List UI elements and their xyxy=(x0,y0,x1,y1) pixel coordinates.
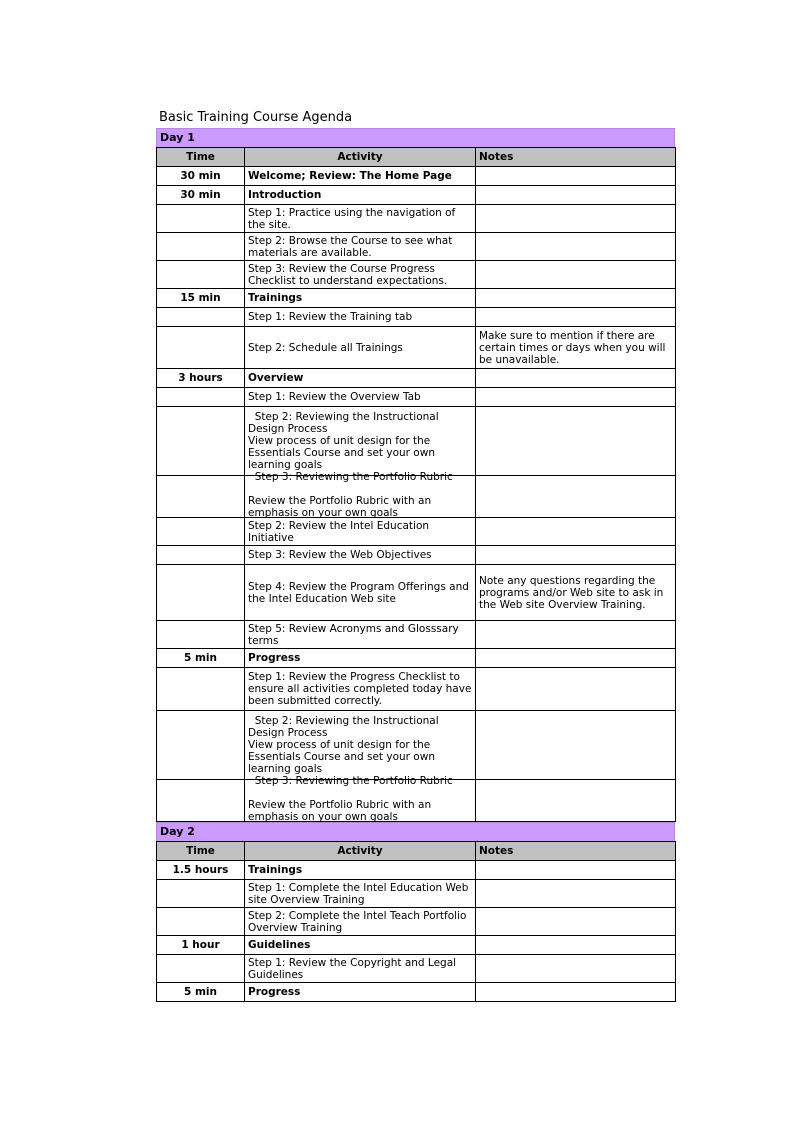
activity-cell xyxy=(245,908,476,936)
time-column-header: Time xyxy=(157,148,245,167)
notes-cell xyxy=(476,388,676,407)
notes-cell xyxy=(476,518,676,546)
activity-cell xyxy=(245,565,476,621)
time-cell xyxy=(157,518,245,546)
document-title: Basic Training Course Agenda xyxy=(159,110,353,125)
table-row xyxy=(157,880,676,908)
activity-cell xyxy=(245,388,476,407)
notes-cell: Note any questions regarding the programs and/or Web site to ask in the Web site Overview Training. xyxy=(476,565,676,621)
time-cell xyxy=(157,880,245,908)
activity-text: Welcome; Review: The Home Page xyxy=(248,170,452,182)
activity-text: Step 3: Reviewing the Portfolio Rubric Review the Portfolio Rubric with an emphasis on your own goals xyxy=(248,774,453,823)
activity-text: Step 2: Review the Intel Education Initiative xyxy=(248,519,433,544)
activity-text: Trainings xyxy=(248,864,303,876)
time-cell xyxy=(157,233,245,261)
time-cell xyxy=(157,327,245,369)
time-cell xyxy=(157,711,245,780)
day-header: Day 2 xyxy=(156,822,675,841)
activity-text: Step 2: Complete the Intel Teach Portfolio Overview Training xyxy=(248,909,470,934)
activity-cell xyxy=(245,369,476,388)
activity-text: Step 1: Review the Progress Checklist to ensure all activities completed today have been submitted correctly. xyxy=(248,671,475,707)
activity-cell xyxy=(245,711,476,780)
time-column-header: Time xyxy=(157,842,245,861)
activity-cell xyxy=(245,861,476,880)
time-cell xyxy=(157,668,245,711)
activity-text: Step 1: Review the Overview Tab xyxy=(248,391,421,403)
time-cell: 30 min xyxy=(157,186,245,205)
time-cell xyxy=(157,955,245,983)
table-row xyxy=(157,205,676,233)
activity-text: Guidelines xyxy=(248,939,311,951)
notes-cell xyxy=(476,621,676,649)
notes-cell xyxy=(476,308,676,327)
notes-cell xyxy=(476,955,676,983)
activity-text: Progress xyxy=(248,652,301,664)
activity-text: Step 2: Reviewing the Instructional Design Process View process of unit design for the Essentials Course and set your own learning goals xyxy=(248,715,439,775)
activity-cell xyxy=(245,668,476,711)
table-header-row xyxy=(157,842,676,861)
notes-cell xyxy=(476,936,676,955)
activity-column-header: Activity xyxy=(245,842,476,861)
notes-cell xyxy=(476,780,676,822)
activity-text: Step 1: Review the Copyright and Legal Guidelines xyxy=(248,956,460,981)
activity-text: Step 1: Review the Training tab xyxy=(248,311,413,323)
notes-cell xyxy=(476,668,676,711)
table-row xyxy=(157,261,676,289)
activity-text: Step 4: Review the Program Offerings and the Intel Education Web site xyxy=(248,580,473,605)
notes-cell xyxy=(476,186,676,205)
table-row xyxy=(157,955,676,983)
time-cell: 1 hour xyxy=(157,936,245,955)
table-row xyxy=(157,308,676,327)
activity-cell xyxy=(245,470,476,519)
table-row xyxy=(157,476,676,518)
activity-cell xyxy=(245,880,476,908)
time-cell: 5 min xyxy=(157,983,245,1002)
notes-column-header: Notes xyxy=(476,148,676,167)
activity-cell xyxy=(245,621,476,649)
time-cell xyxy=(157,780,245,822)
table-row xyxy=(157,565,676,621)
time-cell: 15 min xyxy=(157,289,245,308)
time-cell xyxy=(157,565,245,621)
activity-cell xyxy=(245,774,476,823)
table-row xyxy=(157,167,676,186)
table-header-row xyxy=(157,148,676,167)
notes-cell xyxy=(476,205,676,233)
activity-text: Step 3: Reviewing the Portfolio Rubric Review the Portfolio Rubric with an emphasis on your own goals xyxy=(248,470,453,519)
table-row xyxy=(157,908,676,936)
notes-column-header: Notes xyxy=(476,842,676,861)
activity-cell xyxy=(245,649,476,668)
activity-cell xyxy=(245,546,476,565)
notes-cell xyxy=(476,649,676,668)
activity-cell xyxy=(245,936,476,955)
time-cell xyxy=(157,908,245,936)
time-cell xyxy=(157,621,245,649)
agenda-table xyxy=(156,147,676,822)
activity-column-header: Activity xyxy=(245,148,476,167)
activity-text: Introduction xyxy=(248,189,322,201)
table-row xyxy=(157,861,676,880)
activity-text: Step 2: Schedule all Trainings xyxy=(248,341,403,354)
activity-text: Step 3: Review the Web Objectives xyxy=(248,549,432,561)
activity-cell xyxy=(245,955,476,983)
table-row xyxy=(157,518,676,546)
time-cell: 5 min xyxy=(157,649,245,668)
agenda-table xyxy=(156,841,676,1002)
table-row xyxy=(157,327,676,369)
activity-cell xyxy=(245,186,476,205)
table-row xyxy=(157,546,676,565)
activity-text: Progress xyxy=(248,986,301,998)
time-cell xyxy=(157,308,245,327)
activity-text: Step 1: Practice using the navigation of the site. xyxy=(248,206,459,231)
notes-cell xyxy=(476,289,676,308)
notes-cell xyxy=(476,711,676,780)
time-cell xyxy=(157,546,245,565)
activity-cell xyxy=(245,233,476,261)
table-row xyxy=(157,649,676,668)
table-row xyxy=(157,621,676,649)
activity-text: Step 1: Complete the Intel Education Web site Overview Training xyxy=(248,881,472,906)
notes-cell xyxy=(476,261,676,289)
activity-text: Step 3: Review the Course Progress Checklist to understand expectations. xyxy=(248,262,448,287)
activity-text: Trainings xyxy=(248,292,303,304)
notes-cell xyxy=(476,233,676,261)
activity-cell xyxy=(245,289,476,308)
activity-cell xyxy=(245,983,476,1002)
table-row xyxy=(157,289,676,308)
activity-cell xyxy=(245,261,476,289)
table-row xyxy=(157,388,676,407)
notes-cell xyxy=(476,908,676,936)
table-row xyxy=(157,780,676,822)
time-cell xyxy=(157,388,245,407)
day-header: Day 1 xyxy=(156,128,675,147)
table-row xyxy=(157,186,676,205)
activity-text: Step 2: Browse the Course to see what materials are available. xyxy=(248,234,456,259)
notes-cell xyxy=(476,476,676,518)
time-cell: 30 min xyxy=(157,167,245,186)
activity-text: Step 5: Review Acronyms and Glosssary terms xyxy=(248,622,463,647)
activity-text: Step 2: Reviewing the Instructional Design Process View process of unit design for the Essentials Course and set your own learning goals xyxy=(248,411,439,471)
time-cell: 3 hours xyxy=(157,369,245,388)
activity-cell xyxy=(245,327,476,369)
activity-text: Overview xyxy=(248,372,304,384)
table-row xyxy=(157,407,676,476)
table-row xyxy=(157,983,676,1002)
activity-cell xyxy=(245,518,476,546)
notes-cell xyxy=(476,880,676,908)
notes-cell: Make sure to mention if there are certain times or days when you will be unavailable. xyxy=(476,327,676,369)
notes-cell xyxy=(476,861,676,880)
notes-cell xyxy=(476,167,676,186)
time-cell: 1.5 hours xyxy=(157,861,245,880)
table-row xyxy=(157,711,676,780)
activity-cell xyxy=(245,205,476,233)
table-row xyxy=(157,369,676,388)
notes-cell xyxy=(476,407,676,476)
notes-cell xyxy=(476,369,676,388)
agenda-table-container xyxy=(156,128,675,1002)
notes-cell xyxy=(476,546,676,565)
notes-cell xyxy=(476,983,676,1002)
activity-cell xyxy=(245,167,476,186)
time-cell xyxy=(157,476,245,518)
table-row xyxy=(157,233,676,261)
time-cell xyxy=(157,205,245,233)
activity-cell xyxy=(245,407,476,476)
table-row xyxy=(157,668,676,711)
table-row xyxy=(157,936,676,955)
time-cell xyxy=(157,261,245,289)
time-cell xyxy=(157,407,245,476)
activity-cell xyxy=(245,308,476,327)
